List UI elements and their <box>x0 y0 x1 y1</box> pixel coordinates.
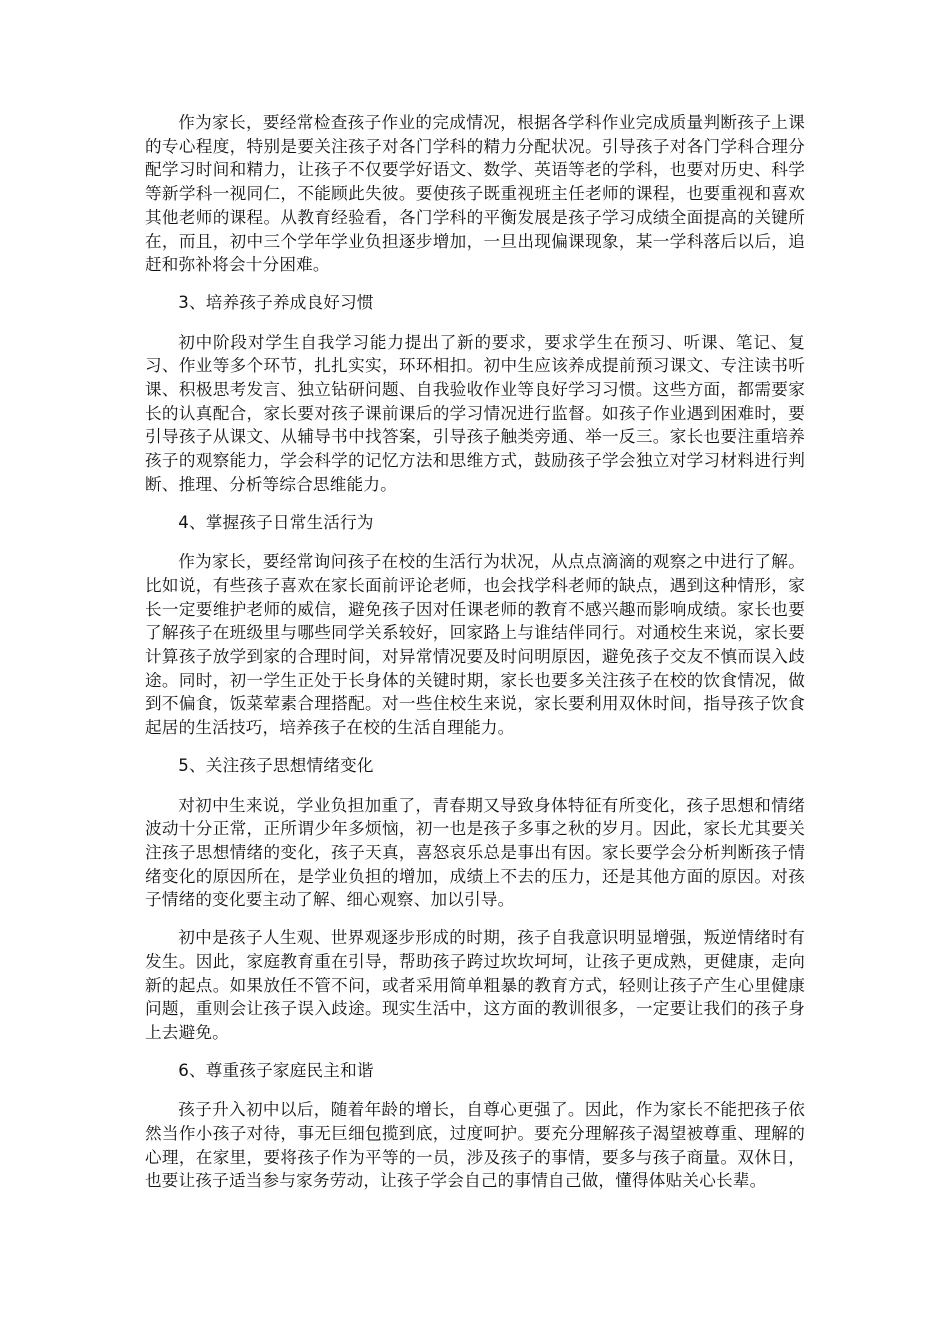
paragraph-homework-check: 作为家长，要经常检查孩子作业的完成情况，根据各学科作业完成质量判断孩子上课的专心程度，特别是要关注孩子对各门学科的精力分配状况。引导孩子对各门学科合理分配学习时间和精力，让孩子不仅要学好语文、数学、英语等老的学科，也要对历史、科学等新学科一视同仁，不能顾此失彼。要使孩子既重视班主任老师的课程，也要重视和喜欢其他老师的课程。从教育经验看，各门学科的平衡发展是孩子学习成绩全面提高的关键所在，而且，初中三个学年学业负担逐步增加，一旦出现偏课现象，某一学科落后以后，追赶和弥补将会十分困难。 <box>145 113 805 275</box>
heading-good-habits: 3、培养孩子养成良好习惯 <box>178 292 374 312</box>
paragraph-daily-behavior: 作为家长，要经常询问孩子在校的生活行为状况，从点点滴滴的观察之中进行了解。比如说，有些孩子喜欢在家长面前评论老师，也会找学科老师的缺点，遇到这种情形，家长一定要维护老师的威信，避免孩子因对任课老师的教育不感兴趣而影响成绩。家长也要了解孩子在班级里与哪些同学关系较好，回家路上与谁结伴同行。对通校生来说，家长要计算孩子放学到家的合理时间，对异常情况要及时问明原因，避免孩子交友不慎而误入歧途。同时，初一学生正处于长身体的关键时期，家长也要多关注孩子在校的饮食情况，做到不偏食，饭菜荤素合理搭配。对一些住校生来说，家长要利用双休时间，指导孩子饮食起居的生活技巧，培养孩子在校的生活自理能力。 <box>145 552 805 738</box>
heading-family-democracy: 6、尊重孩子家庭民主和谐 <box>178 1060 374 1080</box>
paragraph-good-habits: 初中阶段对学生自我学习能力提出了新的要求，要求学生在预习、听课、笔记、复习、作业等多个环节，扎扎实实，环环相扣。初中生应该养成提前预习课文、专注读书听课、积极思考发言、独立钻研问题、自我验收作业等良好学习习惯。这些方面，都需要家长的认真配合，家长要对孩子课前课后的学习情况进行监督。如孩子作业遇到困难时，要引导孩子从课文、从辅导书中找答案，引导孩子触类旁通、举一反三。家长也要注重培养孩子的观察能力，学会科学的记忆方法和思维方式，鼓励孩子学会独立对学习材料进行判断、推理、分析等综合思维能力。 <box>145 332 805 494</box>
heading-daily-behavior: 4、掌握孩子日常生活行为 <box>178 512 374 532</box>
paragraph-emotional-changes: 对初中生来说，学业负担加重了，青春期又导致身体特征有所变化，孩子思想和情绪波动十分正常，正所谓少年多烦恼，初一也是孩子多事之秋的岁月。因此，家长尤其要关注孩子思想情绪的变化，孩子天真，喜怒哀乐总是事出有因。家长要学会分析判断孩子情绪变化的原因所在，是学业负担的增加，成绩上不去的压力，还是其他方面的原因。对孩子情绪的变化要主动了解、细心观察、加以引导。 <box>145 795 805 910</box>
paragraph-family-democracy: 孩子升入初中以后，随着年龄的增长，自尊心更强了。因此，作为家长不能把孩子依然当作小孩子对待，事无巨细包揽到底，过度呵护。要充分理解孩子渴望被尊重、理解的心理，在家里，要将孩子作为平等的一员，涉及孩子的事情，要多与孩子商量。双休日，也要让孩子适当参与家务劳动，让孩子学会自己的事情自己做，懂得体贴关心长辈。 <box>145 1100 805 1191</box>
heading-emotional-changes: 5、关注孩子思想情绪变化 <box>178 755 374 775</box>
paragraph-worldview-guidance: 初中是孩子人生观、世界观逐步形成的时期，孩子自我意识明显增强，叛逆情绪时有发生。因此，家庭教育重在引导，帮助孩子跨过坎坎坷坷，让孩子更成熟，更健康，走向新的起点。如果放任不管不问，或者采用简单粗暴的教育方式，轻则让孩子产生心里健康问题，重则会让孩子误入歧途。现实生活中，这方面的教训很多，一定要让我们的孩子身上去避免。 <box>145 928 805 1042</box>
